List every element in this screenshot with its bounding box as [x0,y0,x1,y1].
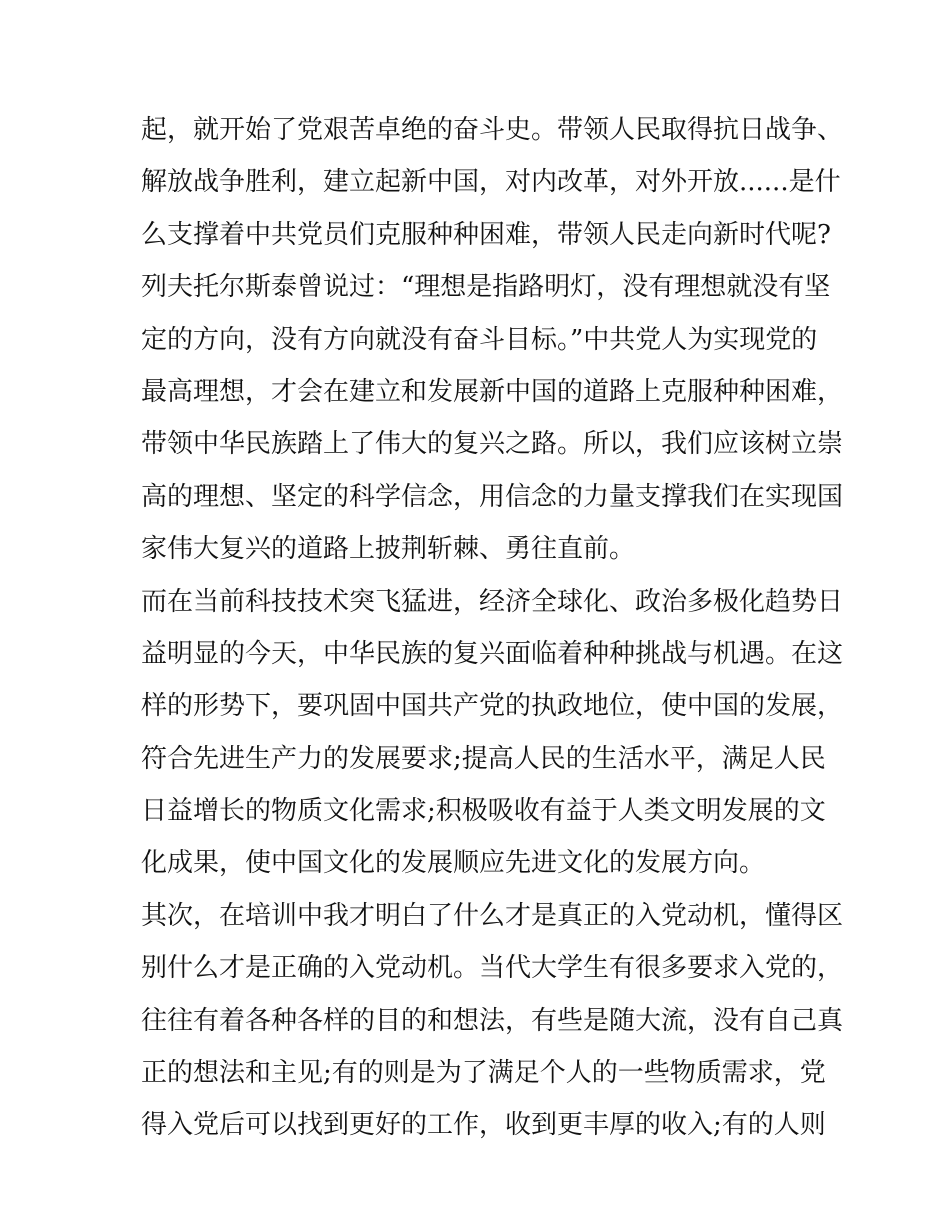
text-line: 家伟大复兴的道路上披荆斩棘、勇往直前。 [141,534,636,565]
text-line: 么支撑着中共党员们克服种种困难，带领人民走向新时代呢? [141,219,831,250]
text-line: 正的想法和主见;有的则是为了满足个人的一些物质需求，党 [141,1058,826,1089]
text-line: 列夫托尔斯泰曾说过：“理想是指路明灯，没有理想就没有坚 [141,272,831,303]
text-line: 带领中华民族踏上了伟大的复兴之路。所以，我们应该树立崇 [141,429,844,460]
text-line: 起，就开始了党艰苦卓绝的奋斗史。带领人民取得抗日战争、 [141,115,844,145]
text-line: 别什么才是正确的入党动机。当代大学生有很多要求入党的， [141,953,844,984]
text-line: 而在当前科技技术突飞猛进，经济全球化、政治多极化趋势日 [141,586,844,617]
body-text [141,104,844,1152]
text-line: 得入党后可以找到更好的工作，收到更丰厚的收入;有的人则 [141,1110,826,1141]
text-line: 日益增长的物质文化需求;积极吸收有益于人类文明发展的文 [141,796,826,827]
text-line: 益明显的今天，中华民族的复兴面临着种种挑战与机遇。在这 [141,638,844,669]
text-line: 高的理想、坚定的科学信念，用信念的力量支撑我们在实现国 [141,481,844,512]
text-line: 化成果，使中国文化的发展顺应先进文化的发展方向。 [141,848,766,879]
text-line: 定的方向，没有方向就没有奋斗目标。”中共党人为实现党的 [141,324,818,355]
text-line: 往往有着各种各样的目的和想法，有些是随大流，没有自己真 [141,1005,844,1036]
text-line: 样的形势下，要巩固中国共产党的执政地位，使中国的发展， [141,691,844,722]
text-line: 最高理想，才会在建立和发展新中国的道路上克服种种困难， [141,376,844,407]
text-line: 其次，在培训中我才明白了什么才是真正的入党动机，懂得区 [141,900,844,931]
text-line: 符合先进生产力的发展要求;提高人民的生活水平，满足人民 [141,743,826,774]
text-line: 解放战争胜利，建立起新中国，对内改革，对外开放......是什 [141,167,841,198]
